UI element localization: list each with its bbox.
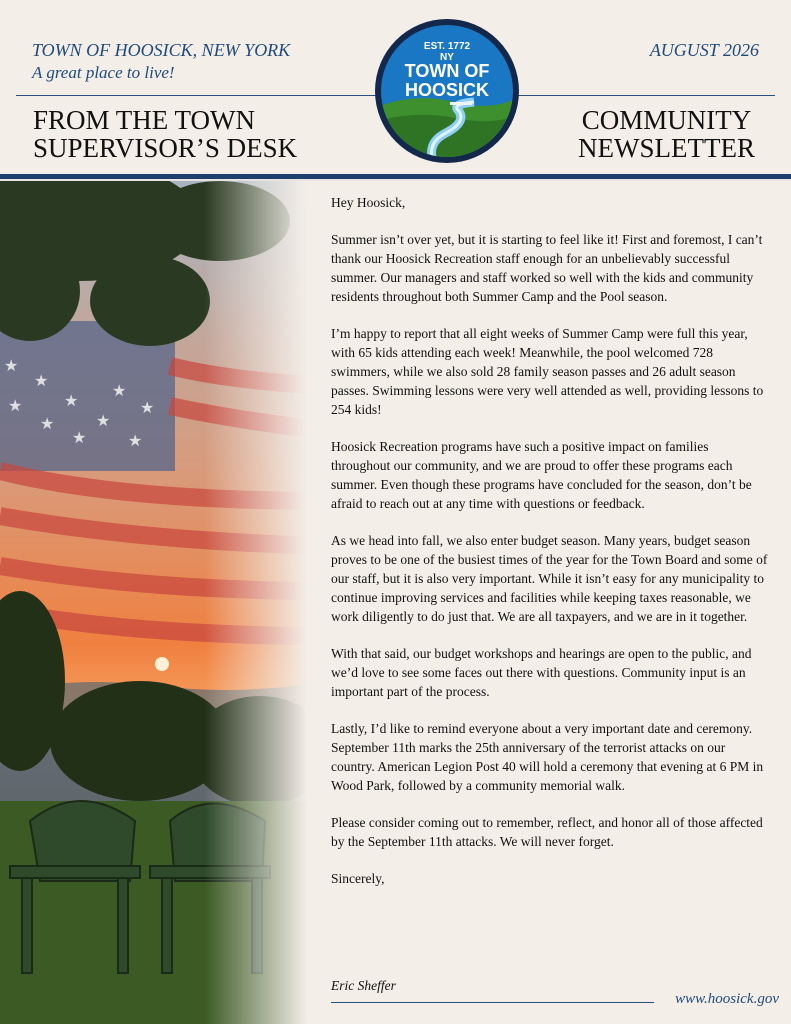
letter-paragraph: I’m happy to report that all eight weeks of Summer Camp were full this year, with 65 kids attending each week! Meanwhile, the pool welcomed 728 swimmers, while we also sold 28 family season passes and 26 adult season passes. Swimming lessons were very well attended as well, providing lessons to 254 kids! bbox=[331, 326, 764, 417]
town-name: TOWN OF HOOSICK, NEW YORK bbox=[32, 40, 291, 60]
letter-paragraph: Summer isn’t over yet, but it is starting to feel like it! First and foremost, I can’t thank our Hoosick Recreation staff enough for an unbelievably successful summer. Our managers and staff worked so well with the kids and community residents throughout both Summer Camp and the Pool season. bbox=[331, 232, 763, 304]
seal-line-2: HOOSICK bbox=[404, 80, 490, 100]
letter-paragraph: Please consider coming out to remember, reflect, and honor all of those affected by the September 11th attacks. We will never forget. bbox=[331, 815, 763, 849]
newsletter-title-line-1: COMMUNITY bbox=[581, 105, 752, 135]
letter-greeting: Hey Hoosick, bbox=[331, 195, 406, 210]
newsletter-title-line-2: NEWSLETTER bbox=[578, 133, 755, 163]
tagline: A great place to live! bbox=[32, 63, 175, 82]
flag-sunset-photo bbox=[0, 181, 330, 1024]
website-link[interactable]: www.hoosick.gov bbox=[675, 991, 779, 1007]
issue-date: AUGUST 2026 bbox=[649, 40, 759, 60]
section-title-line-1: FROM THE TOWN bbox=[33, 105, 256, 135]
letter-closing: Sincerely, bbox=[331, 871, 385, 886]
newsletter-title bbox=[578, 106, 755, 162]
section-title-line-2: SUPERVISOR’S DESK bbox=[33, 133, 298, 163]
section-title bbox=[33, 106, 297, 162]
letter-paragraph: Hoosick Recreation programs have such a positive impact on families throughout our community, and we are proud to offer these programs each summer. Even though these programs have concluded for the season, don’t be afraid to reach out at any time with questions or feedback. bbox=[331, 439, 752, 511]
seal-state: NY bbox=[440, 52, 454, 63]
letter-paragraph: As we head into fall, we also enter budget season. Many years, budget season proves to be one of the busiest times of the year for the Town Board and some of our staff, but it is also very important. While it isn’t easy for any municipality to continue improving services and facilities while keeping taxes reasonable, we work diligently to do just that. We are all taxpayers, and we are in it together. bbox=[331, 533, 768, 624]
seal-line-1: TOWN OF bbox=[404, 61, 490, 81]
footer-rule bbox=[331, 1002, 654, 1003]
letter-paragraph: Lastly, I’d like to remind everyone about a very important date and ceremony. September 11th marks the 25th anniversary of the terrorist attacks on our country. American Legion Post 40 will hold a ceremony that evening at 6 PM in Wood Park, followed by a community memorial walk. bbox=[331, 721, 764, 793]
signature: Eric Sheffer bbox=[331, 978, 396, 993]
letter-body bbox=[331, 193, 771, 906]
letter-paragraph: With that said, our budget workshops and hearings are open to the public, and we’d love to see some faces out there with questions. Community input is an important part of the process. bbox=[331, 646, 752, 699]
seal-est: EST. 1772 bbox=[423, 41, 471, 52]
town-seal-logo bbox=[374, 18, 520, 164]
